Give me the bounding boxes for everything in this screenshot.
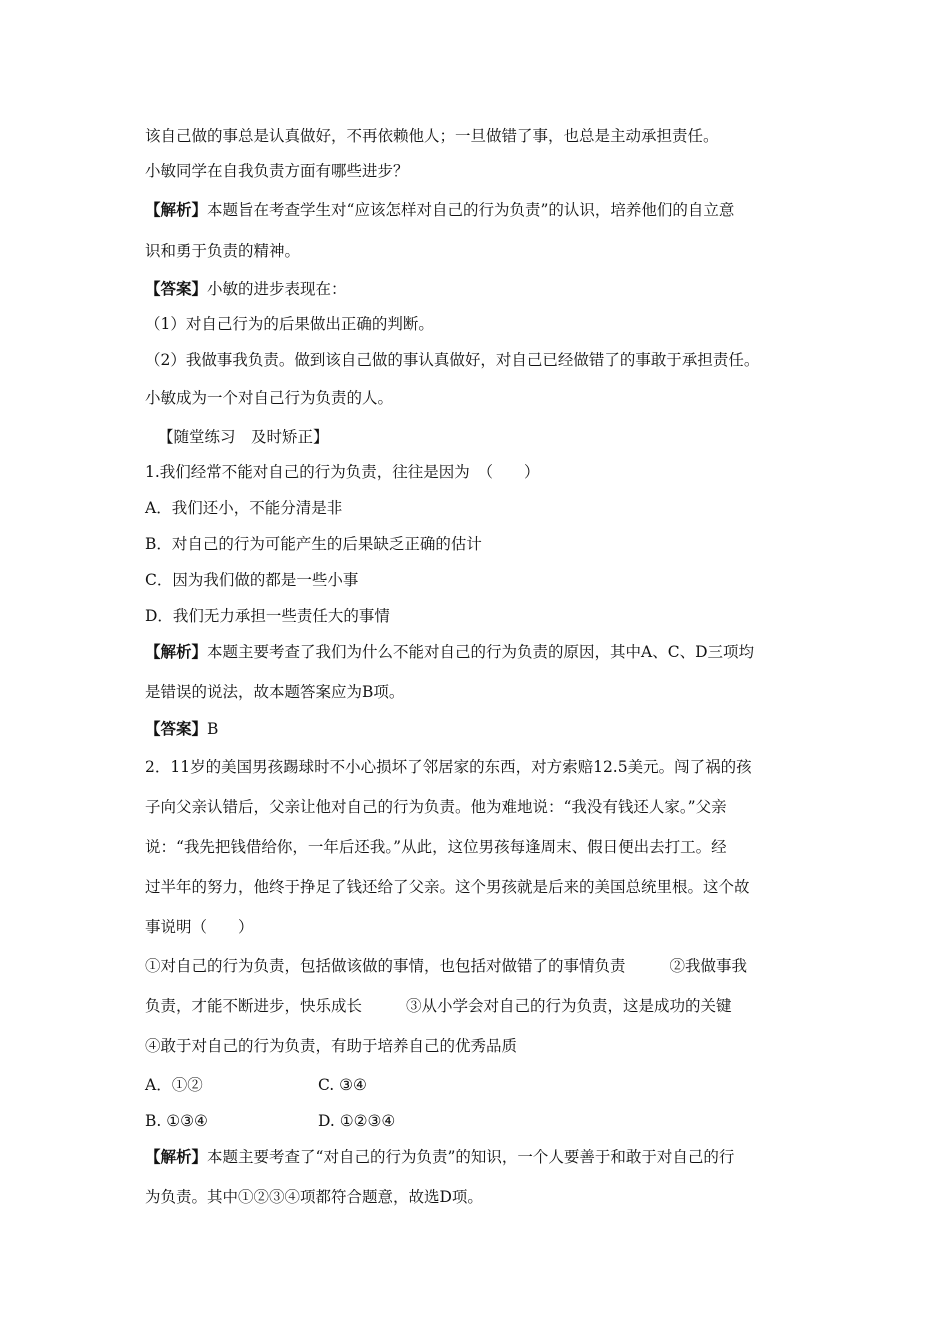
q1-analysis-text: 本题主要考查了我们为什么不能对自己的行为负责的原因，其中A、C、D三项均 [207, 643, 754, 661]
q1-answer [145, 719, 218, 739]
q2-statement-2-cont: 负责，才能不断进步，快乐成长 [145, 997, 363, 1015]
q1-analysis-tag: 【解析】 [145, 642, 208, 661]
analysis-tag: 【解析】 [145, 200, 208, 219]
q2-statement-row [145, 996, 732, 1016]
q2-statement-4: ④敢于对自己的行为负责，有助于培养自己的优秀品质 [145, 1037, 518, 1055]
answer-text: 小敏的进步表现在： [207, 280, 347, 298]
q1-option-d: D．我们无力承担一些责任大的事情 [145, 607, 390, 625]
q1-stem: 1.我们经常不能对自己的行为负责，往往是因为 （ ） [145, 463, 540, 481]
answer-paragraph [145, 279, 347, 299]
answer-point-2: （2）我做事我负责。做到该自己做的事认真做好，对自己已经做错了的事敢于承担责任。 [145, 351, 760, 369]
q1-option-a: A．我们还小，不能分清是非 [145, 499, 343, 517]
answer-point-1: （1）对自己行为的后果做出正确的判断。 [145, 315, 434, 333]
q2-option-a: A．①② [145, 1076, 203, 1094]
section-title: 【随堂练习 及时矫正】 [158, 428, 329, 446]
q2-stem-line: 事说明（ ） [145, 918, 254, 936]
q2-stem-line: 子向父亲认错后，父亲让他对自己的行为负责。他为难地说：“我没有钱还人家。”父亲 [145, 798, 727, 816]
answer-conclusion: 小敏成为一个对自己行为负责的人。 [145, 389, 394, 407]
intro-line: 该自己做的事总是认真做好，不再依赖他人；一旦做错了事，也总是主动承担责任。 [145, 127, 719, 145]
q1-analysis [145, 642, 754, 662]
q1-analysis-cont: 是错误的说法，故本题答案应为B项。 [145, 683, 405, 701]
q2-stem-line: 说：“我先把钱借给你，一年后还我。”从此，这位男孩每逢周末、假日便出去打工。经 [145, 838, 727, 856]
q2-statement-3: ③从小学会对自己的行为负责，这是成功的关键 [406, 997, 732, 1015]
q2-analysis-cont: 为负责。其中①②③④项都符合题意，故选D项。 [145, 1188, 483, 1206]
q2-option-b: B. ①③④ [145, 1112, 208, 1130]
q2-statement-row [145, 956, 747, 976]
answer-tag: 【答案】 [145, 279, 208, 298]
q2-option-c: C. ③④ [318, 1076, 367, 1094]
analysis-text-cont: 识和勇于负责的精神。 [145, 242, 301, 260]
q2-analysis-text: 本题主要考查了“对自己的行为负责”的知识，一个人要善于和敢于对自己的行 [207, 1148, 735, 1166]
q1-option-c: C．因为我们做的都是一些小事 [145, 571, 359, 589]
q2-stem-line: 过半年的努力，他终于挣足了钱还给了父亲。这个男孩就是后来的美国总统里根。这个故 [145, 878, 750, 896]
q2-analysis [145, 1147, 734, 1167]
q2-option-d: D. ①②③④ [318, 1112, 396, 1130]
question-text: 小敏同学在自我负责方面有哪些进步？ [145, 162, 409, 180]
q1-option-b: B．对自己的行为可能产生的后果缺乏正确的估计 [145, 535, 482, 553]
analysis-text: 本题旨在考查学生对“应该怎样对自己的行为负责”的认识，培养他们的自立意 [207, 201, 735, 219]
q2-analysis-tag: 【解析】 [145, 1147, 208, 1166]
q1-answer-value: B [207, 720, 219, 738]
q2-statement-2: ②我做事我 [669, 957, 748, 975]
analysis-paragraph [145, 200, 734, 220]
q2-stem-line: 2．11岁的美国男孩踢球时不小心损坏了邻居家的东西，对方索赔12.5美元。闯了祸的孩 [145, 758, 752, 776]
q1-answer-tag: 【答案】 [145, 719, 208, 738]
q2-statement-1: ①对自己的行为负责，包括做该做的事情，也包括对做错了的事情负责 [145, 957, 626, 975]
